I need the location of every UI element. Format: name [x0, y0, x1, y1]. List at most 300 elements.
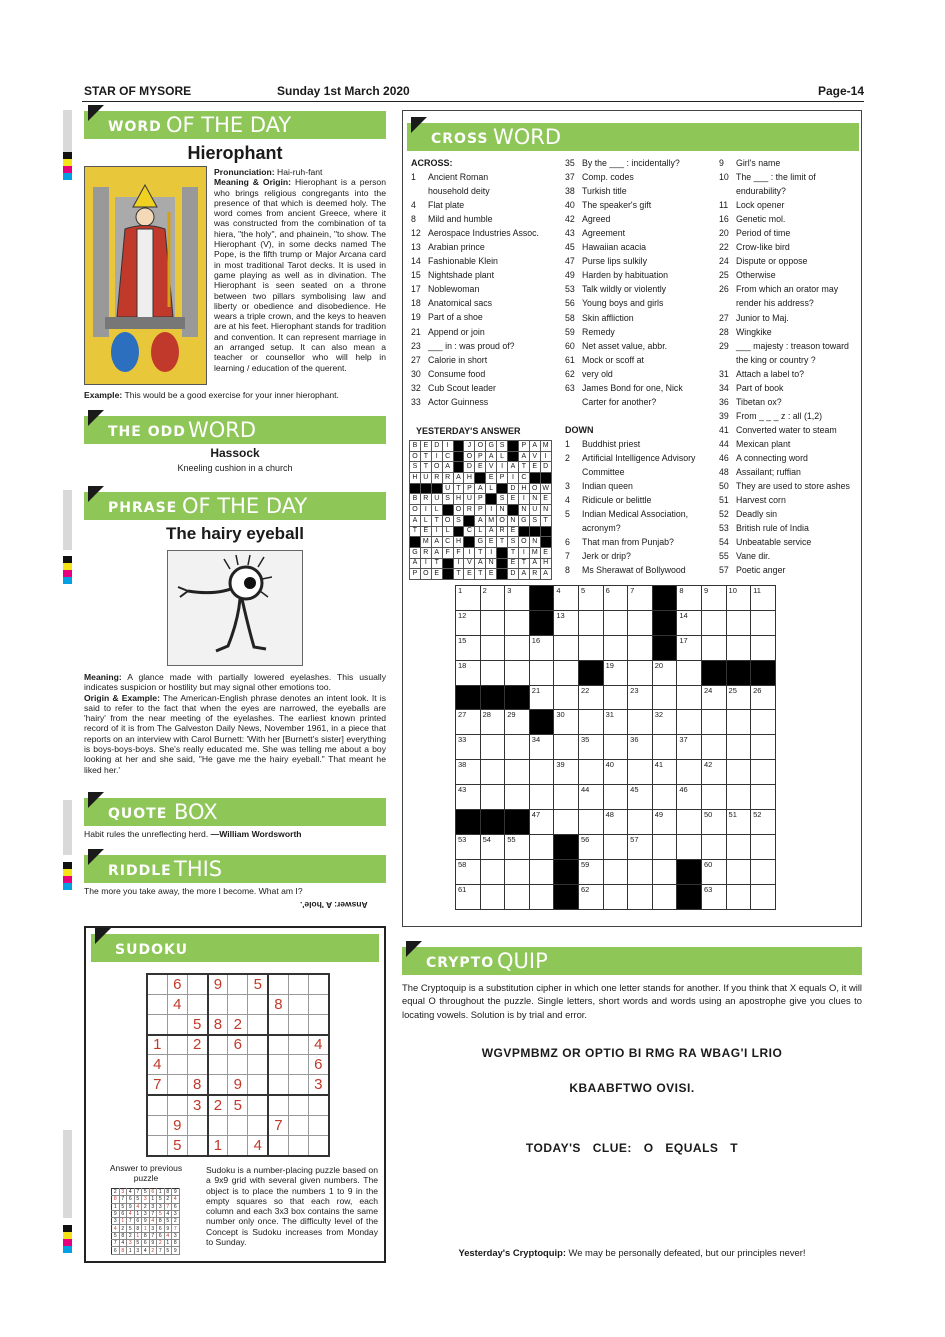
- prev-sudoku-cell: 4: [127, 1189, 135, 1196]
- sudoku-cell[interactable]: 4: [167, 994, 187, 1014]
- grid-cell[interactable]: [751, 635, 776, 660]
- grid-cell[interactable]: [751, 785, 776, 810]
- answer-cell: H: [410, 473, 421, 484]
- prev-sudoku-cell: 9: [172, 1189, 180, 1196]
- grid-cell[interactable]: 50: [701, 810, 726, 835]
- grid-cell[interactable]: 40: [603, 760, 628, 785]
- grid-cell[interactable]: [603, 610, 628, 635]
- sudoku-cell[interactable]: [187, 1115, 207, 1135]
- answer-cell: I: [420, 558, 431, 569]
- sudoku-cell[interactable]: [288, 1035, 308, 1055]
- answer-cell: [453, 462, 464, 473]
- grid-cell[interactable]: 34: [529, 735, 554, 760]
- grid-cell[interactable]: 17: [677, 635, 702, 660]
- grid-cell[interactable]: 25: [726, 685, 751, 710]
- black-square: [652, 586, 677, 611]
- grid-cell[interactable]: 24: [701, 685, 726, 710]
- grid-cell[interactable]: 61: [456, 884, 481, 909]
- grid-cell[interactable]: [652, 735, 677, 760]
- sudoku-cell[interactable]: 5: [167, 1136, 187, 1156]
- sudoku-cell[interactable]: [309, 1095, 329, 1115]
- grid-cell[interactable]: 43: [456, 785, 481, 810]
- grid-cell[interactable]: 59: [578, 859, 603, 884]
- grid-cell[interactable]: [751, 710, 776, 735]
- sudoku-cell[interactable]: [309, 1014, 329, 1034]
- grid-cell[interactable]: 19: [603, 660, 628, 685]
- grid-cell[interactable]: 41: [652, 760, 677, 785]
- grid-cell[interactable]: [480, 610, 505, 635]
- answer-cell: A: [529, 558, 540, 569]
- grid-cell[interactable]: 2: [480, 586, 505, 611]
- sudoku-cell[interactable]: 7: [268, 1115, 288, 1135]
- sudoku-cell[interactable]: [268, 1035, 288, 1055]
- answer-cell: T: [497, 537, 508, 548]
- black-square: [529, 610, 554, 635]
- grid-cell[interactable]: [726, 760, 751, 785]
- grid-cell[interactable]: [628, 760, 653, 785]
- sudoku-cell[interactable]: [208, 1055, 228, 1075]
- grid-cell[interactable]: [529, 660, 554, 685]
- sudoku-cell[interactable]: [248, 1075, 268, 1095]
- grid-cell[interactable]: [529, 785, 554, 810]
- black-square: [456, 685, 481, 710]
- grid-cell[interactable]: 60: [701, 859, 726, 884]
- grid-cell[interactable]: 6: [603, 586, 628, 611]
- sudoku-cell[interactable]: [228, 1136, 248, 1156]
- grid-cell[interactable]: [505, 735, 530, 760]
- answer-cell: I: [464, 547, 475, 558]
- answer-cell: U: [420, 473, 431, 484]
- answer-cell: T: [410, 526, 421, 537]
- prev-sudoku-cell: 4: [149, 1218, 157, 1225]
- grid-cell[interactable]: [751, 859, 776, 884]
- grid-cell[interactable]: [751, 610, 776, 635]
- sudoku-cell[interactable]: 6: [309, 1055, 329, 1075]
- grid-cell[interactable]: [603, 859, 628, 884]
- sudoku-cell[interactable]: [228, 1115, 248, 1135]
- sudoku-cell[interactable]: [167, 1055, 187, 1075]
- grid-cell[interactable]: [628, 660, 653, 685]
- grid-cell[interactable]: [628, 859, 653, 884]
- grid-cell[interactable]: [726, 710, 751, 735]
- grid-cell[interactable]: 51: [726, 810, 751, 835]
- grid-cell[interactable]: [701, 610, 726, 635]
- grid-cell[interactable]: 63: [701, 884, 726, 909]
- answer-cell: [497, 547, 508, 558]
- grid-cell[interactable]: 36: [628, 735, 653, 760]
- grid-cell[interactable]: 58: [456, 859, 481, 884]
- clue-item: Committee: [582, 467, 625, 478]
- sudoku-cell[interactable]: [147, 1136, 167, 1156]
- grid-cell[interactable]: 54: [480, 834, 505, 859]
- grid-cell[interactable]: [554, 685, 579, 710]
- grid-cell[interactable]: 9: [701, 586, 726, 611]
- grid-cell[interactable]: [726, 610, 751, 635]
- grid-cell[interactable]: 7: [628, 586, 653, 611]
- sudoku-cell[interactable]: 1: [208, 1136, 228, 1156]
- grid-cell[interactable]: [480, 859, 505, 884]
- grid-cell[interactable]: 3: [505, 586, 530, 611]
- grid-cell[interactable]: [505, 610, 530, 635]
- grid-cell[interactable]: [578, 810, 603, 835]
- grid-cell[interactable]: 14: [677, 610, 702, 635]
- grid-cell[interactable]: [480, 884, 505, 909]
- sudoku-cell[interactable]: [309, 1115, 329, 1135]
- clue-item: endurability?: [736, 186, 786, 197]
- prev-sudoku-cell: 8: [172, 1240, 180, 1247]
- sudoku-cell[interactable]: 5: [187, 1014, 207, 1034]
- sudoku-cell[interactable]: [288, 1136, 308, 1156]
- sudoku-cell[interactable]: [228, 994, 248, 1014]
- sudoku-cell[interactable]: [268, 1055, 288, 1075]
- grid-cell[interactable]: [505, 859, 530, 884]
- sudoku-cell[interactable]: [268, 1075, 288, 1095]
- grid-cell[interactable]: 12: [456, 610, 481, 635]
- grid-cell[interactable]: [480, 785, 505, 810]
- sudoku-cell[interactable]: [167, 1075, 187, 1095]
- clue-item: 47 Purse lips sulkily: [565, 256, 648, 267]
- sudoku-cell[interactable]: [248, 1035, 268, 1055]
- clue-item: 5 Indian Medical Association,: [565, 509, 689, 520]
- sudoku-cell[interactable]: [248, 1014, 268, 1034]
- grid-cell[interactable]: [677, 834, 702, 859]
- prev-sudoku-cell: 9: [127, 1203, 135, 1210]
- sudoku-cell[interactable]: [248, 994, 268, 1014]
- prev-sudoku-cell: 6: [134, 1218, 142, 1225]
- grid-cell[interactable]: [726, 884, 751, 909]
- sudoku-cell[interactable]: 2: [187, 1035, 207, 1055]
- grid-cell[interactable]: 31: [603, 710, 628, 735]
- sudoku-cell[interactable]: [208, 994, 228, 1014]
- grid-cell[interactable]: [751, 834, 776, 859]
- grid-cell[interactable]: 23: [628, 685, 653, 710]
- clue-item: 45 Hawaiian acacia: [565, 242, 647, 253]
- grid-cell[interactable]: 1: [456, 586, 481, 611]
- grid-cell[interactable]: 8: [677, 586, 702, 611]
- riddle-answer: Answer: A 'hole'.: [300, 900, 368, 910]
- answer-cell: L: [431, 505, 442, 516]
- cryptoquip-description: The Cryptoquip is a substitution cipher in which one letter stands for another. If you think that X equals O, it will equal O throughout the puzzle. Single letters, short words and words using an apostrophe give you clues to locating vowels. Solution is by trial and error.: [402, 982, 862, 1020]
- sudoku-cell[interactable]: [208, 1115, 228, 1135]
- answer-cell: E: [508, 494, 519, 505]
- sudoku-cell[interactable]: 9: [167, 1115, 187, 1135]
- grid-cell[interactable]: [628, 710, 653, 735]
- answer-cell: T: [508, 547, 519, 558]
- grid-cell[interactable]: [529, 834, 554, 859]
- grid-cell[interactable]: 29: [505, 710, 530, 735]
- answer-cell: T: [420, 462, 431, 473]
- grid-cell[interactable]: 46: [677, 785, 702, 810]
- sudoku-cell[interactable]: [288, 1014, 308, 1034]
- clue-item: 34 Part of book: [719, 382, 784, 393]
- sudoku-cell[interactable]: [268, 1014, 288, 1034]
- grid-cell[interactable]: 15: [456, 635, 481, 660]
- grid-cell[interactable]: [480, 660, 505, 685]
- grid-cell[interactable]: 16: [529, 635, 554, 660]
- prev-sudoku-cell: 7: [157, 1247, 165, 1254]
- grid-cell[interactable]: [701, 834, 726, 859]
- sudoku-cell[interactable]: 8: [208, 1014, 228, 1034]
- sudoku-cell[interactable]: [248, 1115, 268, 1135]
- grid-cell[interactable]: [505, 785, 530, 810]
- grid-cell[interactable]: [652, 785, 677, 810]
- grid-cell[interactable]: [652, 884, 677, 909]
- grid-cell[interactable]: [554, 810, 579, 835]
- grid-cell[interactable]: [751, 760, 776, 785]
- grid-cell[interactable]: [701, 710, 726, 735]
- across-label: ACROSS:: [411, 158, 453, 168]
- sudoku-cell[interactable]: 8: [187, 1075, 207, 1095]
- clue-item: 17 Noblewoman: [411, 284, 480, 295]
- sudoku-cell[interactable]: [208, 1075, 228, 1095]
- grid-cell[interactable]: [726, 735, 751, 760]
- grid-cell[interactable]: 47: [529, 810, 554, 835]
- sudoku-cell[interactable]: [288, 1055, 308, 1075]
- grid-cell[interactable]: [578, 710, 603, 735]
- answer-cell: S: [497, 494, 508, 505]
- grid-cell[interactable]: [578, 610, 603, 635]
- grid-cell[interactable]: [603, 685, 628, 710]
- answer-cell: [453, 441, 464, 452]
- grid-cell[interactable]: [628, 810, 653, 835]
- grid-cell[interactable]: [529, 760, 554, 785]
- sudoku-cell[interactable]: [167, 1014, 187, 1034]
- grid-cell[interactable]: [677, 685, 702, 710]
- color-marks: [63, 1225, 72, 1253]
- sudoku-cell[interactable]: [187, 994, 207, 1014]
- sudoku-cell[interactable]: [167, 1095, 187, 1115]
- sudoku-cell[interactable]: 9: [228, 1075, 248, 1095]
- sudoku-cell[interactable]: [309, 974, 329, 994]
- grid-cell[interactable]: [677, 660, 702, 685]
- grid-cell[interactable]: [726, 635, 751, 660]
- sudoku-cell[interactable]: [187, 1055, 207, 1075]
- grid-cell[interactable]: [652, 859, 677, 884]
- answer-cell: [497, 558, 508, 569]
- prev-sudoku-cell: 5: [164, 1218, 172, 1225]
- grid-cell[interactable]: 35: [578, 735, 603, 760]
- answer-cell: R: [420, 494, 431, 505]
- answer-cell: C: [442, 537, 453, 548]
- sudoku-cell[interactable]: [309, 1136, 329, 1156]
- sudoku-cell[interactable]: [288, 994, 308, 1014]
- grid-cell[interactable]: [726, 834, 751, 859]
- grid-cell[interactable]: 55: [505, 834, 530, 859]
- yesterday-answer-label: YESTERDAY'S ANSWER: [416, 426, 521, 436]
- sudoku-cell[interactable]: [228, 974, 248, 994]
- grid-cell[interactable]: 45: [628, 785, 653, 810]
- grid-cell[interactable]: [505, 635, 530, 660]
- answer-cell: A: [518, 451, 529, 462]
- grid-cell[interactable]: [628, 635, 653, 660]
- grid-cell[interactable]: 26: [751, 685, 776, 710]
- sudoku-cell[interactable]: 3: [309, 1075, 329, 1095]
- grid-cell[interactable]: 18: [456, 660, 481, 685]
- clue-item: 3 Indian queen: [565, 481, 633, 492]
- clue-item: 63 James Bond for one, Nick: [565, 382, 683, 393]
- sudoku-cell[interactable]: 5: [248, 974, 268, 994]
- grid-cell[interactable]: 27: [456, 710, 481, 735]
- grid-cell[interactable]: [726, 785, 751, 810]
- grid-cell[interactable]: [529, 884, 554, 909]
- clue-item: the king or country ?: [736, 354, 816, 365]
- sudoku-cell[interactable]: [228, 1055, 248, 1075]
- grid-cell[interactable]: [480, 635, 505, 660]
- sudoku-cell[interactable]: [147, 1014, 167, 1034]
- grid-cell[interactable]: [677, 710, 702, 735]
- sudoku-cell[interactable]: [309, 994, 329, 1014]
- answer-cell: [442, 505, 453, 516]
- grid-cell[interactable]: [603, 834, 628, 859]
- grid-cell[interactable]: [554, 785, 579, 810]
- grid-cell[interactable]: [677, 810, 702, 835]
- grid-cell[interactable]: 48: [603, 810, 628, 835]
- clue-item: 28 Wingkike: [719, 326, 772, 337]
- prev-sudoku-cell: 7: [149, 1232, 157, 1239]
- sudoku-cell[interactable]: 4: [309, 1035, 329, 1055]
- grid-cell[interactable]: 10: [726, 586, 751, 611]
- sudoku-cell[interactable]: 2: [208, 1095, 228, 1115]
- sudoku-cell[interactable]: 2: [228, 1014, 248, 1034]
- prev-sudoku-cell: 8: [134, 1225, 142, 1232]
- grid-cell[interactable]: [628, 884, 653, 909]
- grid-cell[interactable]: [701, 635, 726, 660]
- grid-cell[interactable]: [603, 635, 628, 660]
- grid-cell[interactable]: [751, 735, 776, 760]
- sudoku-cell[interactable]: 6: [167, 974, 187, 994]
- sudoku-cell[interactable]: [167, 1035, 187, 1055]
- grid-cell[interactable]: 4: [554, 586, 579, 611]
- sudoku-cell[interactable]: [248, 1095, 268, 1115]
- prev-sudoku-cell: 2: [149, 1247, 157, 1254]
- sudoku-cell[interactable]: [288, 974, 308, 994]
- clue-item: 38 Turkish title: [565, 186, 627, 197]
- grid-cell[interactable]: 62: [578, 884, 603, 909]
- sudoku-cell[interactable]: 6: [228, 1035, 248, 1055]
- answer-cell: [464, 515, 475, 526]
- grid-cell[interactable]: 49: [652, 810, 677, 835]
- answer-cell: P: [497, 473, 508, 484]
- grid-cell[interactable]: [603, 785, 628, 810]
- sudoku-cell[interactable]: 4: [147, 1055, 167, 1075]
- sudoku-cell[interactable]: 7: [147, 1075, 167, 1095]
- sudoku-cell[interactable]: [268, 974, 288, 994]
- grid-cell[interactable]: [578, 760, 603, 785]
- sudoku-cell[interactable]: [147, 974, 167, 994]
- prev-sudoku-cell: 5: [134, 1240, 142, 1247]
- sudoku-cell[interactable]: [147, 1095, 167, 1115]
- clue-item: 24 Dispute or oppose: [719, 256, 808, 267]
- grid-cell[interactable]: [603, 884, 628, 909]
- answer-cell: N: [508, 515, 519, 526]
- grid-cell[interactable]: 32: [652, 710, 677, 735]
- sudoku-cell[interactable]: [248, 1055, 268, 1075]
- grid-cell[interactable]: [603, 735, 628, 760]
- clue-item: acronym?: [582, 523, 621, 534]
- grid-cell[interactable]: 22: [578, 685, 603, 710]
- grid-cell[interactable]: [480, 735, 505, 760]
- grid-cell[interactable]: 11: [751, 586, 776, 611]
- grid-cell[interactable]: [554, 735, 579, 760]
- sudoku-cell[interactable]: [288, 1095, 308, 1115]
- answer-cell: E: [540, 547, 551, 558]
- grid-cell[interactable]: [554, 635, 579, 660]
- grid-cell[interactable]: 44: [578, 785, 603, 810]
- answer-cell: G: [410, 547, 421, 558]
- black-square: [529, 710, 554, 735]
- grid-cell[interactable]: [529, 859, 554, 884]
- grid-cell[interactable]: 56: [578, 834, 603, 859]
- grid-cell[interactable]: [505, 760, 530, 785]
- grid-cell[interactable]: [480, 760, 505, 785]
- sudoku-cell[interactable]: [147, 1115, 167, 1135]
- sudoku-cell[interactable]: [147, 994, 167, 1014]
- grid-cell[interactable]: 20: [652, 660, 677, 685]
- grid-cell[interactable]: [652, 685, 677, 710]
- prev-sudoku-cell: 8: [164, 1189, 172, 1196]
- grid-cell[interactable]: 57: [628, 834, 653, 859]
- sudoku-cell[interactable]: 3: [187, 1095, 207, 1115]
- prev-sudoku-cell: 5: [127, 1225, 135, 1232]
- grid-cell[interactable]: 38: [456, 760, 481, 785]
- prev-sudoku-cell: 4: [112, 1225, 120, 1232]
- prev-sudoku-cell: 3: [142, 1196, 150, 1203]
- grid-cell[interactable]: [652, 834, 677, 859]
- sudoku-prev-label: Answer to previous puzzle: [109, 1163, 183, 1183]
- grid-cell[interactable]: 28: [480, 710, 505, 735]
- grid-cell[interactable]: [751, 884, 776, 909]
- prev-sudoku-cell: 8: [119, 1247, 127, 1254]
- sudoku-cell[interactable]: [187, 974, 207, 994]
- grid-cell[interactable]: [505, 884, 530, 909]
- clue-item: 21 Append or join: [411, 326, 485, 337]
- cryptoquip-bar: CRYPTO QUIP: [402, 947, 862, 975]
- grid-cell[interactable]: [505, 660, 530, 685]
- grid-cell[interactable]: [554, 660, 579, 685]
- answer-cell: I: [442, 441, 453, 452]
- sudoku-cell[interactable]: [288, 1075, 308, 1095]
- grid-cell[interactable]: [677, 760, 702, 785]
- sudoku-cell[interactable]: 4: [248, 1136, 268, 1156]
- answer-cell: I: [486, 547, 497, 558]
- grid-cell[interactable]: 53: [456, 834, 481, 859]
- grid-cell[interactable]: 13: [554, 610, 579, 635]
- grid-cell[interactable]: [628, 610, 653, 635]
- sudoku-cell[interactable]: 1: [147, 1035, 167, 1055]
- grid-cell[interactable]: 52: [751, 810, 776, 835]
- sudoku-cell[interactable]: [268, 1095, 288, 1115]
- grid-cell[interactable]: [701, 785, 726, 810]
- grid-cell[interactable]: [726, 859, 751, 884]
- grid-cell[interactable]: [578, 635, 603, 660]
- grid-cell[interactable]: 42: [701, 760, 726, 785]
- sudoku-cell[interactable]: [288, 1115, 308, 1135]
- sudoku-cell[interactable]: 9: [208, 974, 228, 994]
- sudoku-cell[interactable]: [208, 1035, 228, 1055]
- grid-cell[interactable]: 5: [578, 586, 603, 611]
- grid-cell[interactable]: [701, 735, 726, 760]
- sudoku-cell[interactable]: 8: [268, 994, 288, 1014]
- sudoku-cell[interactable]: [268, 1136, 288, 1156]
- grid-cell[interactable]: 39: [554, 760, 579, 785]
- black-square: [554, 884, 579, 909]
- grid-cell[interactable]: 30: [554, 710, 579, 735]
- grid-cell[interactable]: 33: [456, 735, 481, 760]
- sudoku-cell[interactable]: 5: [228, 1095, 248, 1115]
- sudoku-cell[interactable]: [187, 1136, 207, 1156]
- grid-cell[interactable]: 21: [529, 685, 554, 710]
- grid-cell[interactable]: 37: [677, 735, 702, 760]
